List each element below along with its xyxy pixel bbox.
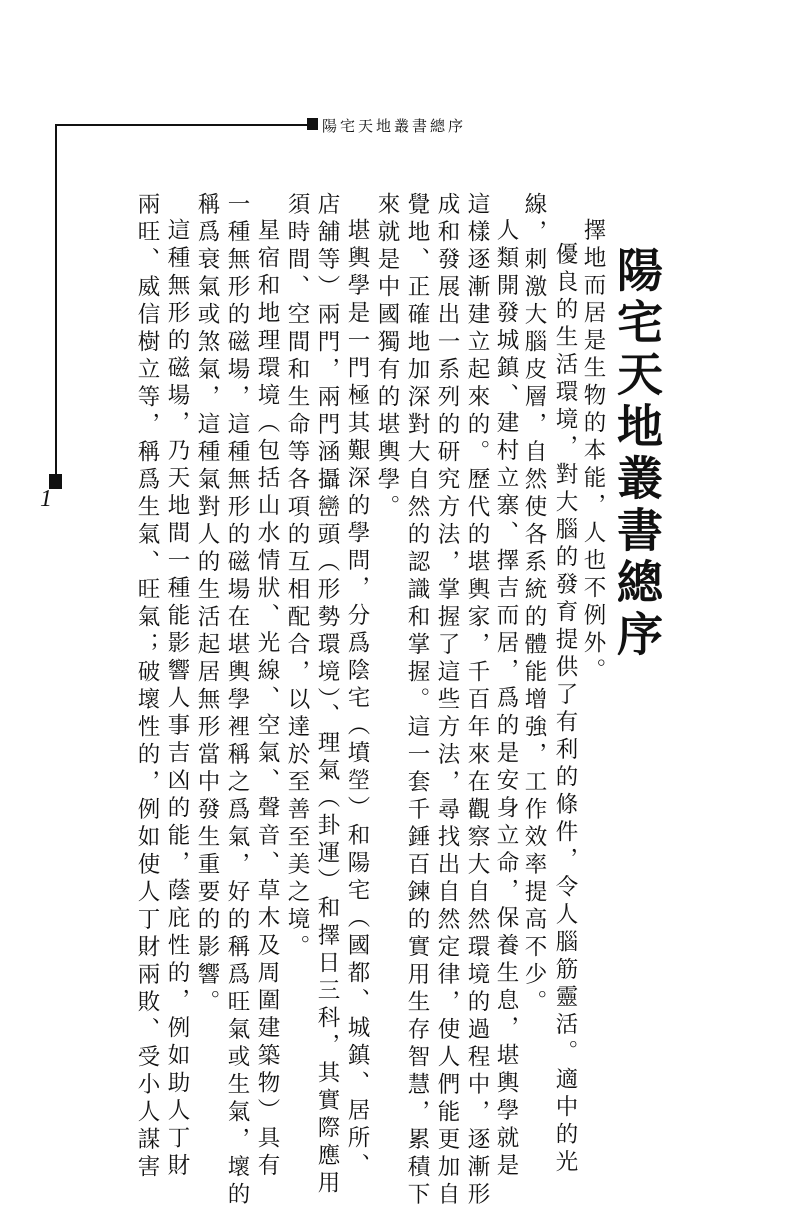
text-column-13: 一種無形的磁場，這種無形的磁場在堪輿學裡稱之爲氣，好的稱爲旺氣或生氣，壞的 [224, 192, 250, 1210]
running-head: 陽宅天地叢書總序 [322, 117, 467, 135]
margin-rule [55, 124, 57, 479]
text-column-10: 店舖等）兩門，兩門涵攝巒頭（形勢環境）、理氣（卦運）和擇日三科，其實際應用 [314, 192, 340, 1199]
text-column-12: 星宿和地理環境（包括山水情狀、光線、空氣、聲音、草木及周圍建築物）具有 [254, 218, 280, 1181]
header-marker [307, 118, 318, 130]
text-column-8: 來就是中國獨有的堪輿學。 [374, 192, 400, 522]
text-column-1: 擇地而居是生物的本能，人也不例外。 [580, 218, 606, 686]
text-column-4: 人類開發城鎮、建村立寨、擇吉而居，爲的是安身立命，保養生息，堪輿學就是 [493, 218, 519, 1181]
text-column-15: 這種無形的磁場，乃天地間一種能影響人事吉凶的能，蔭庇性的，例如助人丁財 [164, 218, 190, 1181]
text-column-9: 堪輿學是一門極其艱深的學問，分爲陰宅（墳塋）和陽宅（國都、城鎮、居所、 [344, 218, 370, 1181]
text-column-2: 優良的生活環境，對大腦的發育提供了有利的條件，令人腦筋靈活。適中的光 [552, 242, 578, 1177]
text-column-7: 覺地、正確地加深對大自然的認識和掌握。這一套千錘百鍊的實用生存智慧，累積下 [404, 192, 430, 1210]
text-column-16: 兩旺、威信樹立等，稱爲生氣、旺氣；破壞性的，例如使人丁財兩敗、受小人謀害 [134, 192, 160, 1182]
text-column-5: 這樣逐漸建立起來的。歷代的堪輿家，千百年來在觀察大自然環境的過程中，逐漸形 [464, 192, 490, 1210]
page-title: 陽宅天地叢書總序 [610, 246, 664, 662]
page-number: 1 [40, 486, 52, 512]
header-rule [55, 124, 309, 126]
text-column-14: 稱爲衰氣或煞氣，這種氣對人的生活起居無形當中發生重要的影響。 [194, 192, 220, 1017]
text-column-6: 成和發展出一系列的研究方法，掌握了這些方法，尋找出自然定律，使人們能更加自 [434, 192, 460, 1210]
text-column-3: 線，刺激大腦皮層，自然使各系統的體能增強，工作效率提高不少。 [521, 192, 547, 1017]
text-column-11: 須時間、空間和生命等各項的互相配合，以達於至善至美之境。 [284, 192, 310, 962]
